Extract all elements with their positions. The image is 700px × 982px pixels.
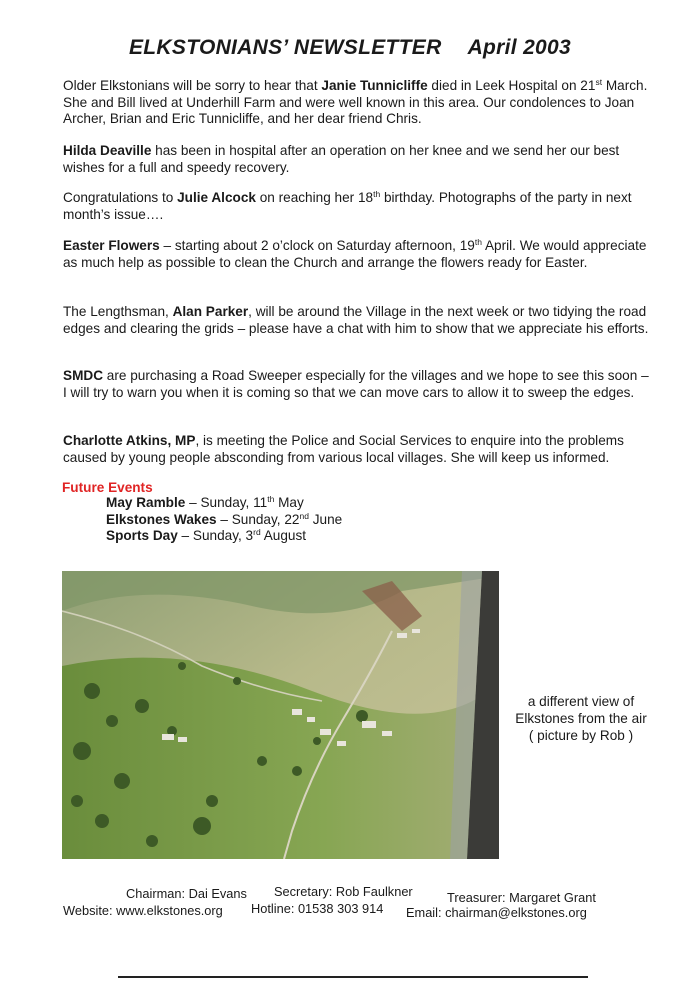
- event-month: August: [260, 528, 307, 543]
- event-name: Elkstones Wakes: [106, 511, 217, 527]
- text: March. She and Bill lived at Underhill Farm and were well known in this area. Our condolences to Joan Archer, Brian and Eric Tunnicliffe, and her dear friend Chris.: [63, 78, 648, 126]
- text: Congratulations to: [63, 190, 178, 205]
- caption-line: ( picture by Rob ): [528, 728, 634, 743]
- text: , is meeting the Police and Social Services to enquire into the problems caused by young people absconding from various local villages. She will keep us informed.: [63, 433, 624, 465]
- caption-line: a different view of: [527, 694, 635, 709]
- paragraph-easter-flowers: [63, 238, 653, 271]
- footer-website: Website: www.elkstones.org: [63, 903, 223, 918]
- aerial-landscape-illustration: [62, 571, 499, 859]
- caption-line: Elkstones from the air: [515, 711, 647, 726]
- text: birthday. Photographs of the party in next month’s issue….: [63, 190, 632, 222]
- footer-chairman: Chairman: Dai Evans: [126, 886, 247, 901]
- text: died in Leek Hospital on 21: [427, 78, 596, 93]
- ordinal-suffix: st: [595, 77, 603, 87]
- footer-treasurer: Treasurer: Margaret Grant: [447, 890, 596, 905]
- organisation-name: SMDC: [63, 368, 104, 383]
- footer-hotline: Hotline: 01538 303 914: [251, 901, 384, 916]
- text: The Lengthsman,: [63, 304, 173, 319]
- issue-date: April 2003: [467, 36, 571, 59]
- event-item: [106, 512, 342, 529]
- person-name: Charlotte Atkins, MP: [63, 433, 196, 448]
- event-date: Sunday, 11: [200, 495, 268, 510]
- footer-email: Email: chairman@elkstones.org: [406, 905, 587, 920]
- paragraph-janie-tunnicliffe: [63, 78, 653, 128]
- ordinal-suffix: th: [474, 237, 482, 247]
- event-month: May: [274, 495, 304, 510]
- person-name: Alan Parker: [172, 304, 249, 319]
- paragraph-julie-alcock: [63, 190, 653, 223]
- text: Older Elkstonians will be sorry to hear that: [63, 78, 322, 93]
- text: are purchasing a Road Sweeper especially for the villages and we hope to see this soon – I will try to warn you when it is coming so that we can move cars to allow it to sweep the edges.: [63, 368, 649, 400]
- separator: –: [177, 528, 193, 543]
- text: , will be around the Village in the next week or two tidying the road edges and clearing the grids – please have a chat with him to show that we appreciate his efforts.: [63, 304, 649, 336]
- paragraph-hilda-deaville: [63, 143, 653, 176]
- person-name: Hilda Deaville: [63, 143, 152, 158]
- event-date: Sunday, 22: [231, 511, 300, 527]
- event-name: May Ramble: [106, 495, 186, 510]
- title-text: ELKSTONIANS’ NEWSLETTER: [129, 36, 442, 59]
- footer-secretary: Secretary: Rob Faulkner: [274, 884, 413, 899]
- text: – starting about 2 o’clock on Saturday afternoon, 19: [159, 238, 475, 253]
- bottom-divider: [118, 976, 588, 978]
- paragraph-smdc: [63, 368, 653, 401]
- ordinal-suffix: nd: [299, 510, 309, 521]
- event-item: [106, 528, 342, 545]
- event-date: Sunday, 3: [192, 528, 254, 543]
- paragraph-charlotte-atkins: [63, 433, 653, 466]
- photo-caption: [506, 693, 656, 744]
- person-name: Julie Alcock: [177, 190, 256, 205]
- aerial-photo: [62, 571, 499, 859]
- future-events-list: [106, 495, 342, 545]
- text: has been in hospital after an operation on her knee and we send her our best wishes for a full and speedy recovery.: [63, 143, 620, 175]
- separator: –: [185, 495, 201, 510]
- newsletter-title: [0, 36, 700, 60]
- person-name: Janie Tunnicliffe: [321, 78, 428, 93]
- ordinal-suffix: rd: [253, 527, 261, 537]
- event-month: June: [308, 511, 343, 527]
- future-events-heading: Future Events: [62, 480, 153, 495]
- text: April. We would appreciate as much help as possible to clean the Church and arrange the flowers ready for Easter.: [63, 238, 647, 270]
- separator: –: [216, 511, 232, 527]
- paragraph-lengthsman: [63, 304, 653, 337]
- ordinal-suffix: th: [373, 189, 381, 199]
- event-item: [106, 495, 342, 512]
- text: on reaching her 18: [255, 190, 374, 205]
- ordinal-suffix: th: [267, 494, 275, 504]
- event-name: Sports Day: [106, 528, 178, 543]
- item-heading: Easter Flowers: [63, 238, 160, 253]
